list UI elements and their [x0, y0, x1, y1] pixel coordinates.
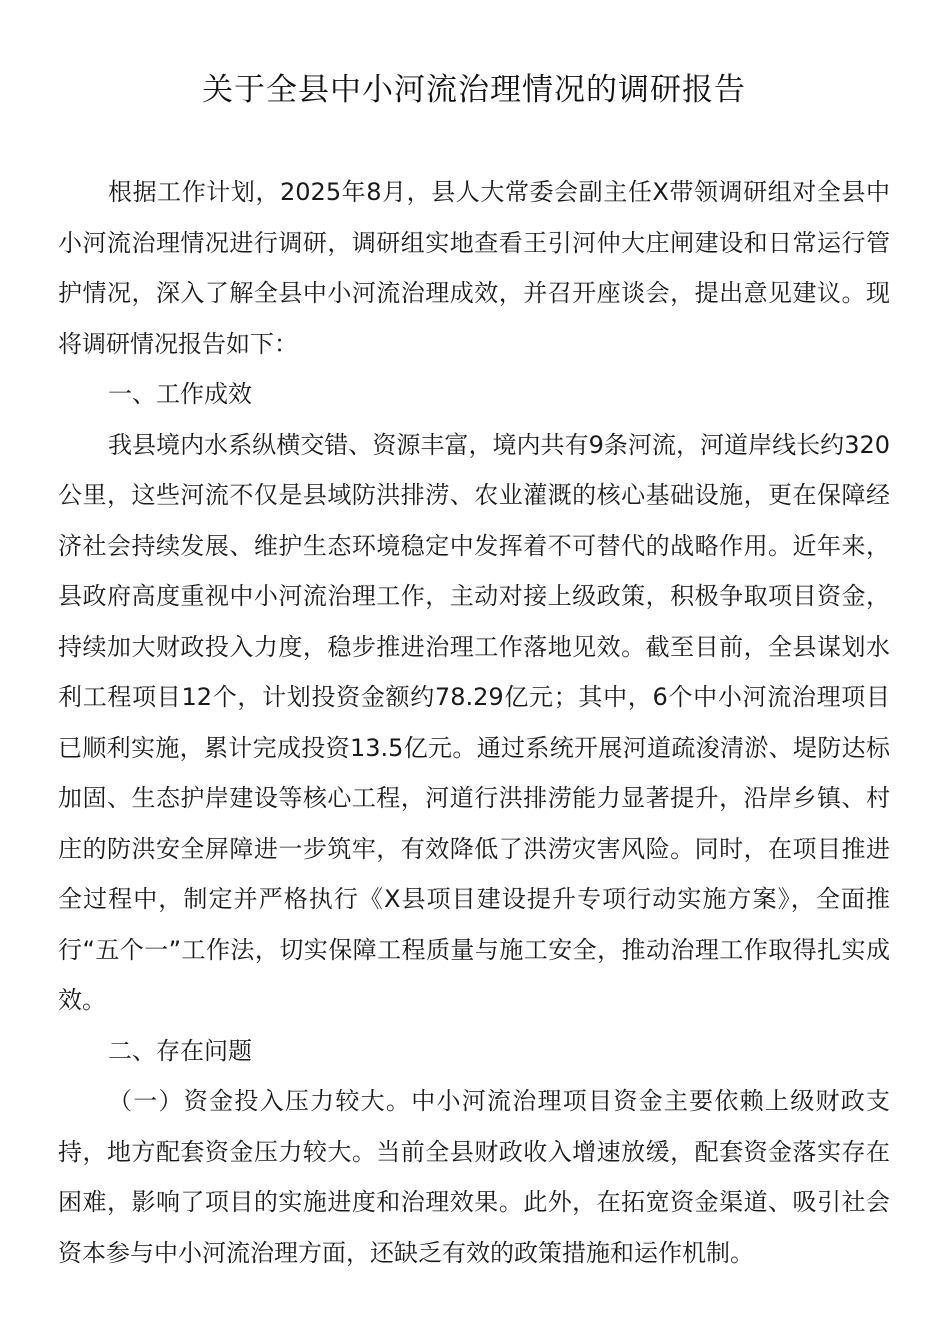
document-page	[58, 58, 890, 1278]
intro-paragraph: 根据工作计划，2025年8月，县人大常委会副主任X带领调研组对全县中小河流治理情况进行调研，调研组实地查看王引河仲大庄闸建设和日常运行管护情况，深入了解全县中小河流治理成效，并召开座谈会，提出意见建议。现将调研情况报告如下：	[58, 178, 890, 358]
problems-paragraph: （一）资金投入压力较大。中小河流治理项目资金主要依赖上级财政支持，地方配套资金压力较大。当前全县财政收入增速放缓，配套资金落实存在困难，影响了项目的实施进度和治理效果。此外，在拓宽资金渠道、吸引社会资本参与中小河流治理方面，还缺乏有效的政策措施和运作机制。	[58, 1087, 890, 1267]
document-body	[58, 167, 890, 1278]
achievements-paragraph: 我县境内水系纵横交错、资源丰富，境内共有9条河流，河道岸线长约320公里，这些河流不仅是县域防洪排涝、农业灌溉的核心基础设施，更在保障经济社会持续发展、维护生态环境稳定中发挥着不可替代的战略作用。近年来，县政府高度重视中小河流治理工作，主动对接上级政策，积极争取项目资金，持续加大财政投入力度，稳步推进治理工作落地见效。截至目前，全县谋划水利工程项目12个，计划投资金额约78.29亿元；其中，6个中小河流治理项目已顺利实施，累计完成投资13.5亿元。通过系统开展河道疏浚清淤、堤防达标加固、生态护岸建设等核心工程，河道行洪排涝能力显著提升，沿岸乡镇、村庄的防洪安全屏障进一步筑牢，有效降低了洪涝灾害风险。同时，在项目推进全过程中，制定并严格执行《X县项目建设提升专项行动实施方案》，全面推行“五个一”工作法，切实保障工程质量与施工安全，推动治理工作取得扎实成效。	[58, 430, 890, 1014]
document-title: 关于全县中小河流治理情况的调研报告	[202, 72, 746, 108]
section-heading-problems: 二、存在问题	[108, 1036, 252, 1065]
section-heading-achievements: 一、工作成效	[108, 380, 252, 408]
